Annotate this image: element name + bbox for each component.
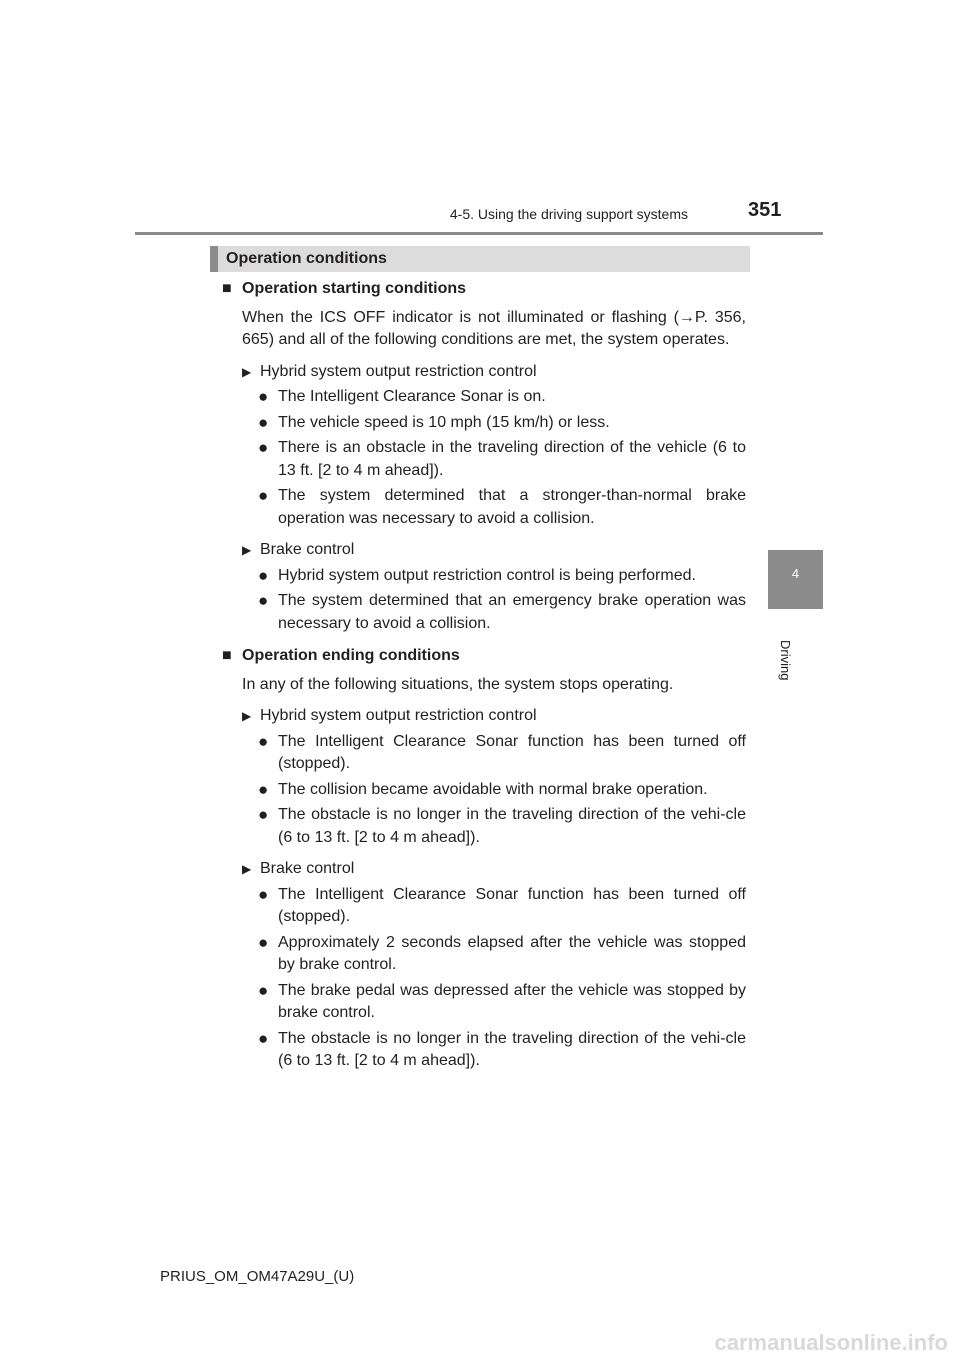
list-item: ● The collision became avoidable with normal brake operation. — [258, 779, 746, 802]
dot-bullet-icon: ● — [258, 779, 269, 799]
sub-heading: ▶ Brake control — [242, 858, 746, 881]
dot-bullet-icon: ● — [258, 805, 269, 824]
list-item: ● The system determined that an emergency brake operation was necessary to avoid a collision. — [258, 590, 746, 635]
chapter-tab: 4 — [768, 550, 823, 609]
triangle-bullet-icon: ▶ — [242, 709, 252, 723]
triangle-bullet-icon: ▶ — [242, 543, 252, 557]
dot-bullet-icon: ● — [258, 412, 269, 432]
list-item: ● The system determined that a stronger-than-normal brake operation was necessary to avoid a collision. — [258, 485, 746, 530]
starting-conditions-heading: ■ Operation starting conditions — [222, 278, 746, 301]
sub-heading: ▶ Hybrid system output restriction control — [242, 705, 746, 728]
triangle-bullet-icon: ▶ — [242, 862, 252, 876]
dot-bullet-icon: ● — [258, 1028, 269, 1048]
dot-bullet-icon: ● — [258, 932, 269, 952]
square-bullet-icon: ■ — [222, 647, 232, 664]
list-item: ● The obstacle is no longer in the traveling direction of the vehi-cle (6 to 13 ft. [2 to 4 m ahead]). — [258, 804, 746, 849]
chapter-tab-label: Driving — [778, 640, 793, 681]
list-item: ● The Intelligent Clearance Sonar is on. — [258, 386, 746, 409]
list-item: ● Approximately 2 seconds elapsed after the vehicle was stopped by brake control. — [258, 932, 746, 977]
main-content — [222, 278, 746, 1073]
page-number: 351 — [748, 199, 782, 221]
list-item: ● The brake pedal was depressed after the vehicle was stopped by brake control. — [258, 980, 746, 1025]
list-item: ● The vehicle speed is 10 mph (15 km/h) or less. — [258, 412, 746, 435]
ending-intro: In any of the following situations, the system stops operating. — [242, 675, 674, 693]
list-item: ● The Intelligent Clearance Sonar function has been turned off (stopped). — [258, 731, 746, 776]
list-item: ● Hybrid system output restriction control is being performed. — [258, 565, 746, 588]
starting-intro: When the ICS OFF indicator is not illuminated or flashing (→P. 356, 665) and all of the following conditions are met, the system operates. — [242, 308, 746, 348]
dot-bullet-icon: ● — [258, 731, 269, 751]
dot-bullet-icon: ● — [258, 438, 269, 457]
document-code: PRIUS_OM_OM47A29U_(U) — [160, 1268, 355, 1285]
header-section-title: 4-5. Using the driving support systems — [449, 206, 688, 222]
ending-conditions-heading: ■ Operation ending conditions — [222, 645, 746, 668]
dot-bullet-icon: ● — [258, 591, 269, 610]
triangle-bullet-icon: ▶ — [242, 364, 252, 379]
section-title-bar — [210, 246, 750, 272]
dot-bullet-icon: ● — [258, 387, 269, 406]
list-item: ● The obstacle is no longer in the traveling direction of the vehi-cle (6 to 13 ft. [2 to 4 m ahead]). — [258, 1028, 746, 1073]
section-title: Operation conditions — [226, 250, 387, 267]
watermark: carmanualsonline.info — [714, 1330, 948, 1355]
header-divider — [135, 232, 823, 235]
dot-bullet-icon: ● — [258, 884, 269, 904]
sub-heading: ▶ Brake control — [242, 539, 746, 562]
sub-heading: ▶ Hybrid system output restriction control — [242, 361, 746, 384]
list-item: ● The Intelligent Clearance Sonar function has been turned off (stopped). — [258, 884, 746, 929]
square-bullet-icon: ■ — [222, 280, 232, 297]
list-item: ● There is an obstacle in the traveling direction of the vehicle (6 to 13 ft. [2 to 4 m ahead]). — [258, 437, 746, 482]
dot-bullet-icon: ● — [258, 486, 269, 505]
dot-bullet-icon: ● — [258, 565, 269, 585]
dot-bullet-icon: ● — [258, 980, 269, 1000]
